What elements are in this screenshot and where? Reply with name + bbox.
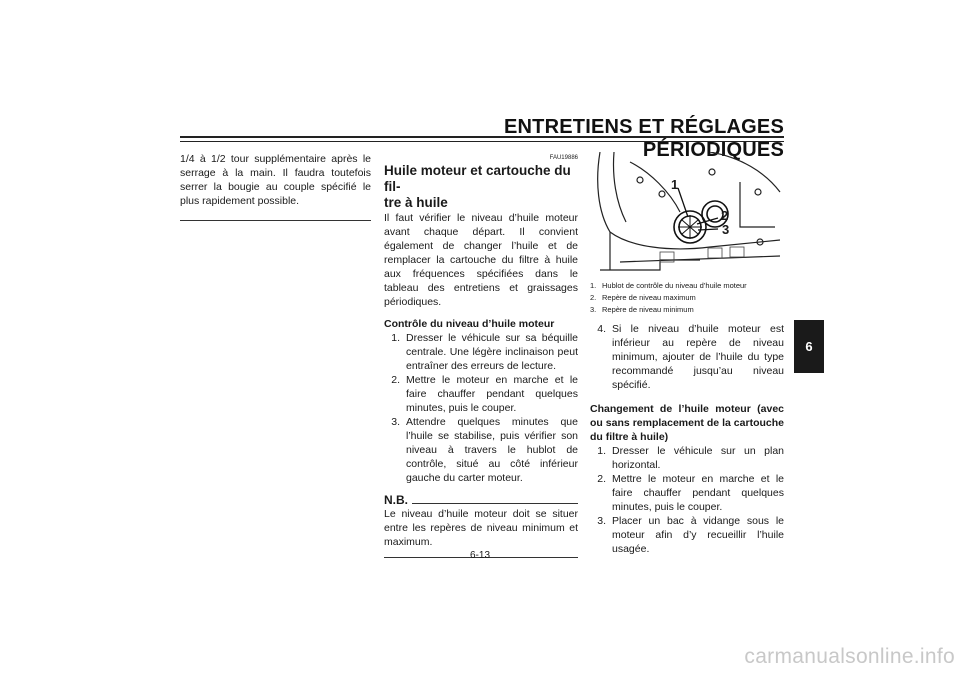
callout-2: 2: [721, 208, 729, 223]
subheading-oil-change: Changement de l’huile moteur (avec ou sans remplacement de la cartouche du filtre à huile): [590, 403, 784, 443]
caption-item: [590, 304, 784, 316]
step-text: Dresser le véhicule sur sa béquille centrale. Une légère inclinaison peut entraîner des erreurs de lecture.: [406, 332, 578, 372]
header-rule: [180, 136, 784, 138]
caption-number: 1.: [590, 281, 597, 290]
engine-oil-sight-glass-figure: [590, 152, 784, 272]
step-text: Placer un bac à vidange sous le moteur afin d’y recueillir l’huile usagée.: [612, 515, 784, 555]
step-text: Mettre le moteur en marche et le faire chauffer pendant quelques minutes, puis le couper.: [612, 473, 784, 513]
engine-illustration: [590, 152, 784, 272]
caption-text: Hublot de contrôle du niveau d’huile moteur: [602, 281, 747, 290]
caption-item: [590, 280, 784, 292]
reference-code: FAU19886: [549, 155, 578, 161]
step-number: 1.: [597, 445, 606, 457]
header-rule-thin: [180, 141, 784, 142]
steps-list: [590, 444, 784, 556]
caption-text: Repère de niveau minimum: [602, 305, 694, 314]
caption-text: Repère de niveau maximum: [602, 293, 696, 302]
note-label: N.B.: [384, 493, 408, 507]
chapter-tab: 6: [794, 320, 824, 373]
column-middle: [384, 152, 578, 558]
list-item: [384, 373, 578, 415]
list-item: [590, 444, 784, 472]
column-right: [590, 280, 784, 556]
step-number: 2.: [597, 473, 606, 485]
step-text: Mettre le moteur en marche et le faire chauffer pendant quelques minutes, puis le couper.: [406, 374, 578, 414]
figure-captions: [590, 280, 784, 316]
step-text: Dresser le véhicule sur un plan horizontal.: [612, 445, 784, 471]
page-number: 6-13: [469, 550, 490, 561]
step-number: 2.: [391, 374, 400, 386]
step-text: Si le niveau d’huile moteur est inférieur au repère de niveau minimum, ajouter de l’huile du type recommandé jusqu’au niveau spécifié.: [612, 323, 784, 391]
section-title-line-1: Huile moteur et cartouche du fil-: [384, 163, 571, 194]
step-number: 4.: [597, 323, 606, 335]
list-item: [590, 514, 784, 556]
watermark: carmanualsonline.info: [744, 645, 955, 668]
steps-list: [384, 331, 578, 485]
step-number: 1.: [391, 332, 400, 344]
step-text: Attendre quelques minutes que l’huile se stabilise, puis vérifier son niveau à travers le hublot de contrôle, situé au côté inférieur gauche du carter moteur.: [406, 416, 578, 484]
page-header-title: ENTRETIENS ET RÉGLAGES PÉRIODIQUES: [504, 116, 784, 161]
note-header-rule: [412, 503, 578, 504]
subheading-oil-level-check: Contrôle du niveau d’huile moteur: [384, 318, 555, 330]
caption-item: [590, 292, 784, 304]
callout-3: 3: [722, 222, 730, 237]
section-title-line-2: tre à huile: [384, 195, 448, 210]
note-text: Le niveau d’huile moteur doit se situer entre les repères de niveau minimum et maximum.: [384, 508, 578, 548]
step-number: 3.: [597, 515, 606, 527]
section-end-rule: [180, 220, 371, 221]
list-item: [384, 331, 578, 373]
caption-number: 3.: [590, 305, 597, 314]
list-item: [384, 415, 578, 485]
step-number: 3.: [391, 416, 400, 428]
section-title: [384, 163, 578, 211]
note-header: [384, 493, 578, 507]
paragraph-spark-plug: 1/4 à 1/2 tour supplémentaire après le serrage à la main. Il faudra toutefois serrer la bougie au couple spécifié le plus rapidement possible.: [180, 153, 371, 207]
caption-number: 2.: [590, 293, 597, 302]
list-item: [590, 472, 784, 514]
intro-paragraph: Il faut vérifier le niveau d’huile moteur avant chaque départ. Il convient également de changer l’huile et de remplacer la cartouche du filtre à huile aux fréquences spécifiées dans le tableau des entretiens et graissages périodiques.: [384, 212, 578, 308]
column-left: [180, 152, 371, 221]
callout-1: 1: [671, 177, 679, 192]
list-item: [590, 322, 784, 392]
